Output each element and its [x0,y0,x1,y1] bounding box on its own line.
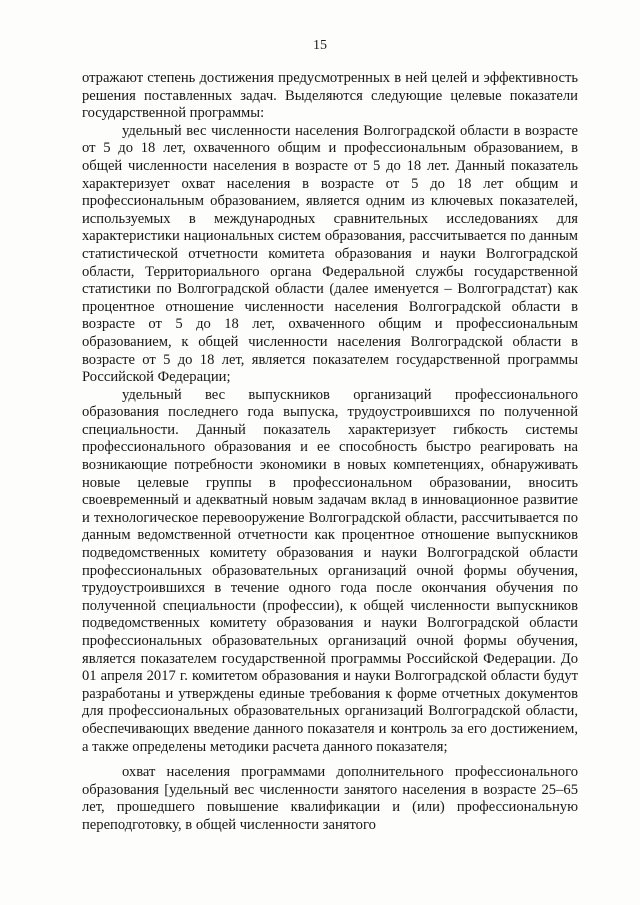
paragraph-indicator-general-education: удельный вес численности населения Волгоградской области в возрасте от 5 до 18 лет, охваченного общим и профессиональным образованием, в общей численности населения в возрасте от 5 до 18 лет. Данный показатель характеризует охват населения в возрасте от 5 до 18 лет общим и профессиональным образованием, является одним из ключевых показателей, используемых в международных сравнительных исследованиях для характеристики национальных систем образования, рассчитывается по данным статистической отчетности комитета образования и науки Волгоградской области, Территориального органа Федеральной службы государственной статистики по Волгоградской области (далее именуется – Волгоградстат) как процентное отношение численности населения Волгоградской области в возрасте от 5 до 18 лет, охваченного общим и профессиональным образованием, к общей численности населения Волгоградской области в возрасте от 5 до 18 лет, является показателем государственной программы Российской Федерации; [82,122,578,386]
body-text [82,70,578,835]
page-number: 15 [313,38,327,53]
paragraph-indicator-graduates-employment: удельный вес выпускников организаций профессионального образования последнего года выпуска, трудоустроившихся по полученной специальности. Данный показатель характеризует гибкость системы профессионального образования и ее способность быстро реагировать на возникающие потребности экономики в новых компетенциях, обнаруживать новые целевые группы в профессиональном образовании, вносить своевременный и адекватный новым задачам вклад в инновационное развитие и технологическое перевооружение Волгоградской области, рассчитывается по данным ведомственной отчетности как процентное отношение выпускников подведомственных комитету образования и науки Волгоградской области профессиональных образовательных организаций очной формы обучения, трудоустроившихся в течение одного года после окончания обучения по полученной специальности (профессии), к общей численности выпускников подведомственных комитету образования и науки Волгоградской области профессиональных образовательных организаций очной формы обучения, является показателем государственной программы Российской Федерации. До 01 апреля 2017 г. комитетом образования и науки Волгоградской области будут разработаны и утверждены единые требования к форме отчетных документов для профессиональных образовательных организаций Волгоградской области, обеспечивающих введение данного показателя и контроль за его достижением, а также определены методики расчета данного показателя; [82,386,578,755]
paragraph-intro: отражают степень достижения предусмотренных в ней целей и эффективность решения поставленных задач. Выделяются следующие целевые показатели государственной программы: [82,70,578,122]
paragraph-indicator-additional-education: охват населения программами дополнительного профессионального образования [удельный вес численности занятого населения в возрасте 25–65 лет, прошедшего повышение квалификации и (или) профессиональную переподготовку, в общей численности занятого [82,764,578,833]
